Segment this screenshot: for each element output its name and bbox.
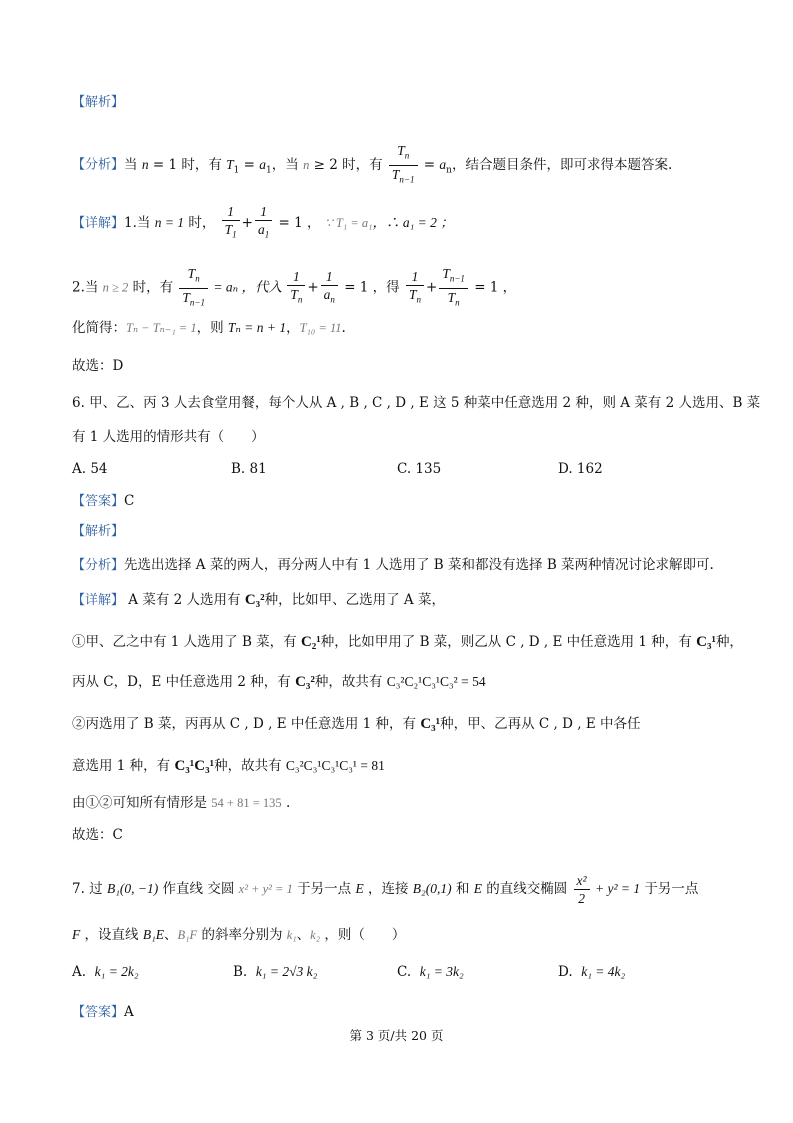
- q6-answer-line: [72, 491, 134, 512]
- q5-step2-line: 2.当 n ≥ 2 时，有 $\frac{T_n}{T_{n-1}}$ = aₙ ，代入 $\frac{1}{T_n}$ + $\frac{1}{a_n}$ = 1 ，得 $\frac{1}{T_n}$ + $\frac{T_{n-1}}{T_n}$ = 1 ，: [72, 265, 516, 311]
- q7-stem-line2: F ，设直线 B₁E、B₁F 的斜率分别为 k₁、k₂ ，则（ ）: [72, 927, 406, 943]
- q6-stem-line2: 有 1 人选用的情形共有（ ）: [72, 429, 265, 445]
- analysis-tag: 【分析】: [72, 558, 125, 573]
- fraction: $\frac{T_n}{T_{n-1}}$: [179, 265, 208, 311]
- fraction: $\frac{T_n}{T_{n-1}}$: [389, 142, 418, 188]
- q6-option-c: C. 135: [397, 461, 442, 477]
- detail-tag: 【详解】: [72, 215, 125, 231]
- q6-analysis-line: 【分析】先选出选择 A 菜的两人，再分两人中有 1 人选用了 B 菜和都没有选择 B 菜两种情况讨论求解即可.: [72, 557, 714, 573]
- page-footer: 第 3 页/共 20 页: [349, 1028, 444, 1043]
- q6-sum-line: 由①②可知所有情形是 54 + 81 = 135 .: [72, 795, 291, 811]
- q6-option-a: A. 54: [72, 461, 108, 477]
- fraction: $\frac{1}{a_1}$: [255, 203, 272, 244]
- q7-answer-line: [72, 1002, 134, 1023]
- detail-tag: 【详解】: [72, 593, 125, 608]
- analysis-heading: 【解析】: [72, 524, 125, 539]
- q7-option-c: C. k₁ = 3k₂: [397, 964, 464, 980]
- fraction: $\frac{\text{x²}}{2}$: [574, 872, 590, 907]
- q6-detail-line1: 【详解】 A 菜有 2 人选用有 C₃²种，比如甲、乙选用了 A 菜，: [72, 592, 445, 608]
- answer-tag: 【答案】: [72, 494, 125, 509]
- q6-option-b: B. 81: [231, 461, 267, 477]
- q6-case2-line2: 意选用 1 种，有 C₃¹C₃¹种，故共有 C₃²C₃¹C₃¹C₃¹ = 81: [72, 758, 385, 774]
- q6-stem-line1: 6. 甲、乙、丙 3 人去食堂用餐，每个人从 A , B , C , D , E 这 5 种菜中任意选用 2 种，则 A 菜有 2 人选用、B 菜: [72, 395, 761, 411]
- fraction: $\frac{1}{T_1}$: [222, 203, 240, 244]
- q5-answer: 故选：D: [72, 358, 124, 374]
- q7-stem-line1: 7. 过 B₁(0, −1) 作直线 交圆 x² + y² = 1 于另一点 E ，连接 B₂(0,1) 和 E 的直线交椭圆 $\frac{\text{x²}}{2}$ + y² = 1 于另一点: [72, 873, 699, 906]
- q6-case1-line2: 丙从 C，D，E 中任意选用 2 种，有 C₃²种，故共有 C₃²C₂¹C₃¹C₃² = 54: [72, 674, 486, 690]
- answer-value: C: [124, 493, 135, 509]
- analysis-heading: 【解析】: [72, 95, 125, 110]
- q7-option-a: A. k₁ = 2k₂: [72, 964, 139, 980]
- fraction: $\frac{1}{a_n}$: [321, 268, 338, 309]
- fraction: $\frac{T_{n-1}}{T_n}$: [439, 265, 468, 311]
- q5-simplify-line: 化简得：Tₙ − Tₙ₋₁ = 1，则 Tₙ = n + 1，T₁₀ = 11.: [72, 320, 346, 336]
- q6-case2-line1: ②丙选用了 B 菜，丙再从 C , D , E 中任意选用 1 种，有 C₃¹种，甲、乙再从 C , D , E 中各任: [72, 716, 641, 732]
- q6-option-d: D. 162: [558, 461, 603, 477]
- answer-tag: 【答案】: [72, 1005, 125, 1020]
- q6-case1-line1: ①甲、乙之中有 1 人选用了 B 菜，有 C₂¹种，比如甲用了 B 菜，则乙从 C , D , E 中任意选用 1 种，有 C₃¹种，: [72, 634, 743, 650]
- q7-option-d: D. k₁ = 4k₂: [558, 964, 626, 980]
- fraction: $\frac{1}{T_n}$: [287, 268, 305, 309]
- q6-final: 故选：C: [72, 827, 123, 843]
- q5-step1-line: 【详解】1.当 n = 1 时， $\frac{1}{T_1}$ + $\frac{1}{a_1}$ = 1 ， ∵ T₁ = a₁，∴ a₁ = 2 ；: [72, 203, 454, 244]
- q5-analysis-line: 【分析】当 n = 1 时，有 $T_1 = a_1$，当 n ≥ 2 时，有 $\frac{T_n}{T_{n-1}}$ = $a_n$，结合题目条件，即可求得本题答案.: [72, 142, 672, 188]
- answer-value: A: [124, 1004, 134, 1020]
- analysis-tag: 【分析】: [72, 157, 125, 173]
- fraction: $\frac{1}{T_n}$: [406, 268, 424, 309]
- q7-option-b: B. k₁ = 2√3 k₂: [233, 964, 318, 980]
